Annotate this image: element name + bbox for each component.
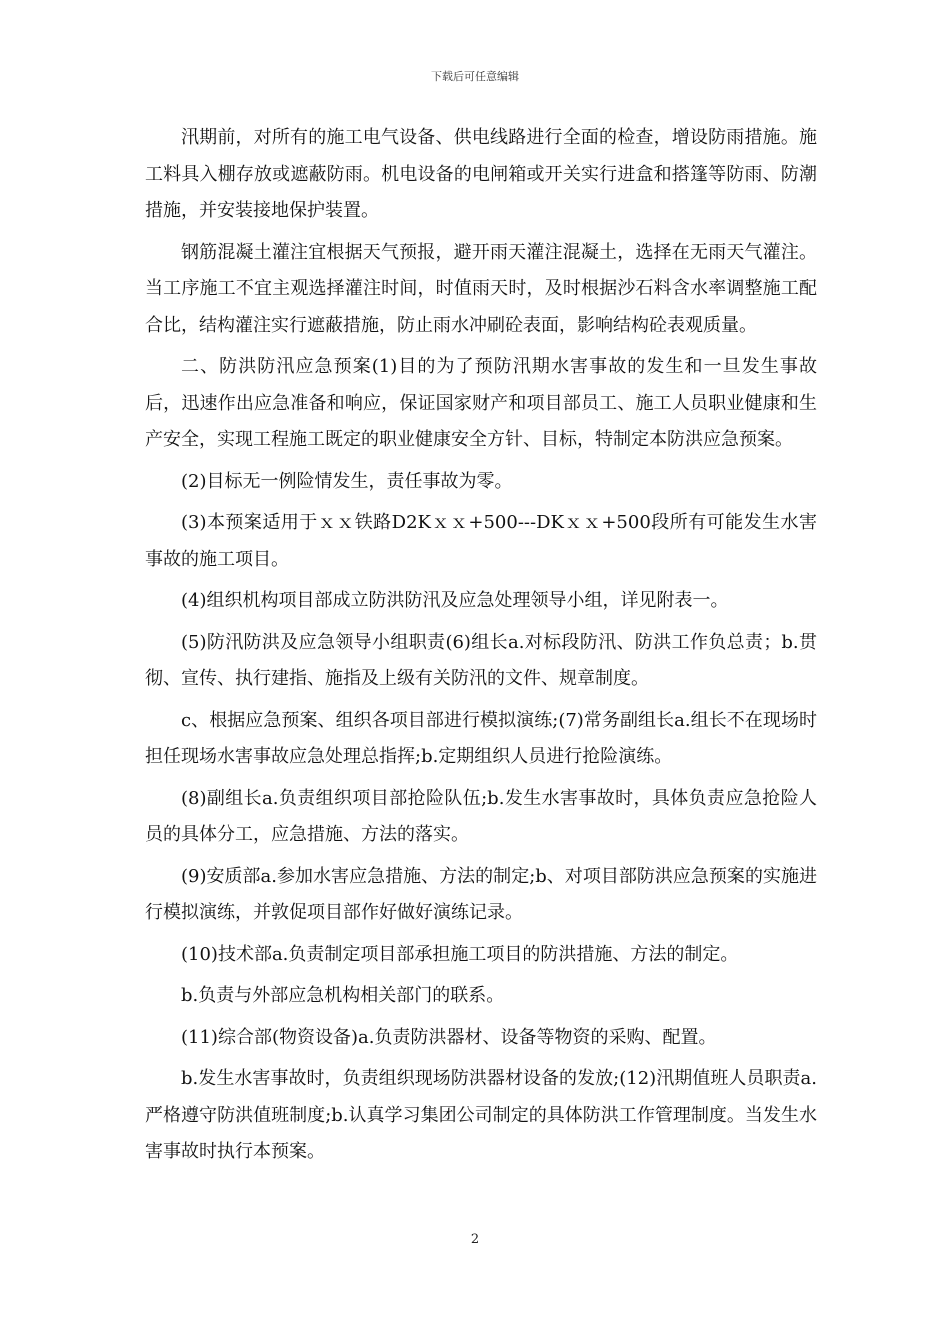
document-body	[145, 120, 817, 1176]
page-number: 2	[470, 1232, 480, 1247]
paragraph: b.发生水害事故时，负责组织现场防洪器材设备的发放;(12)汛期值班人员职责a.严格遵守防洪值班制度;b.认真学习集团公司制定的具体防洪工作管理制度。当发生水害事故时执行本预案。	[145, 1068, 817, 1162]
paragraph: 汛期前，对所有的施工电气设备、供电线路进行全面的检查，增设防雨措施。施工料具入棚存放或遮蔽防雨。机电设备的电闸箱或开关实行进盒和搭篷等防雨、防潮措施，并安装接地保护装置。	[145, 127, 817, 221]
paragraph: (2)目标无一例险情发生，责任事故为零。	[181, 470, 513, 492]
paragraph: b.负责与外部应急机构相关部门的联系。	[181, 985, 505, 1006]
paragraph: (9)安质部a.参加水害应急措施、方法的制定;b、对项目部防洪应急预案的实施进行模拟演练，并敦促项目部作好做好演练记录。	[145, 865, 817, 923]
paragraph: c、根据应急预案、组织各项目部进行模拟演练;(7)常务副组长a.组长不在现场时担任现场水害事故应急处理总指挥;b.定期组织人员进行抢险演练。	[145, 709, 817, 767]
paragraph: (4)组织机构项目部成立防洪防汛及应急处理领导小组，详见附表一。	[181, 590, 729, 611]
paragraph: (11)综合部(物资设备)a.负责防洪器材、设备等物资的采购、配置。	[181, 1026, 717, 1048]
paragraph: (3)本预案适用于ｘｘ铁路D2Kｘｘ+500---DKｘｘ+500段所有可能发生水害事故的施工项目。	[145, 512, 817, 570]
paragraph: 二、防洪防汛应急预案(1)目的为了预防汛期水害事故的发生和一旦发生事故后，迅速作出应急准备和响应，保证国家财产和项目部员工、施工人员职业健康和生产安全，实现工程施工既定的职业健康安全方针、目标，特制定本防洪应急预案。	[145, 356, 817, 450]
paragraph: 钢筋混凝土灌注宜根据天气预报，避开雨天灌注混凝土，选择在无雨天气灌注。当工序施工不宜主观选择灌注时间，时值雨天时，及时根据沙石料含水率调整施工配合比，结构灌注实行遮蔽措施，防止雨水冲刷砼表面，影响结构砼表观质量。	[145, 241, 817, 336]
paragraph: (10)技术部a.负责制定项目部承担施工项目的防洪措施、方法的制定。	[181, 943, 739, 965]
paragraph: (8)副组长a.负责组织项目部抢险队伍;b.发生水害事故时，具体负责应急抢险人员的具体分工，应急措施、方法的落实。	[145, 787, 817, 845]
paragraph: (5)防汛防洪及应急领导小组职责(6)组长a.对标段防汛、防洪工作负总责；b.贯彻、宣传、执行建指、施指及上级有关防汛的文件、规章制度。	[145, 631, 817, 689]
page-header: 下载后可任意编辑	[431, 70, 519, 83]
